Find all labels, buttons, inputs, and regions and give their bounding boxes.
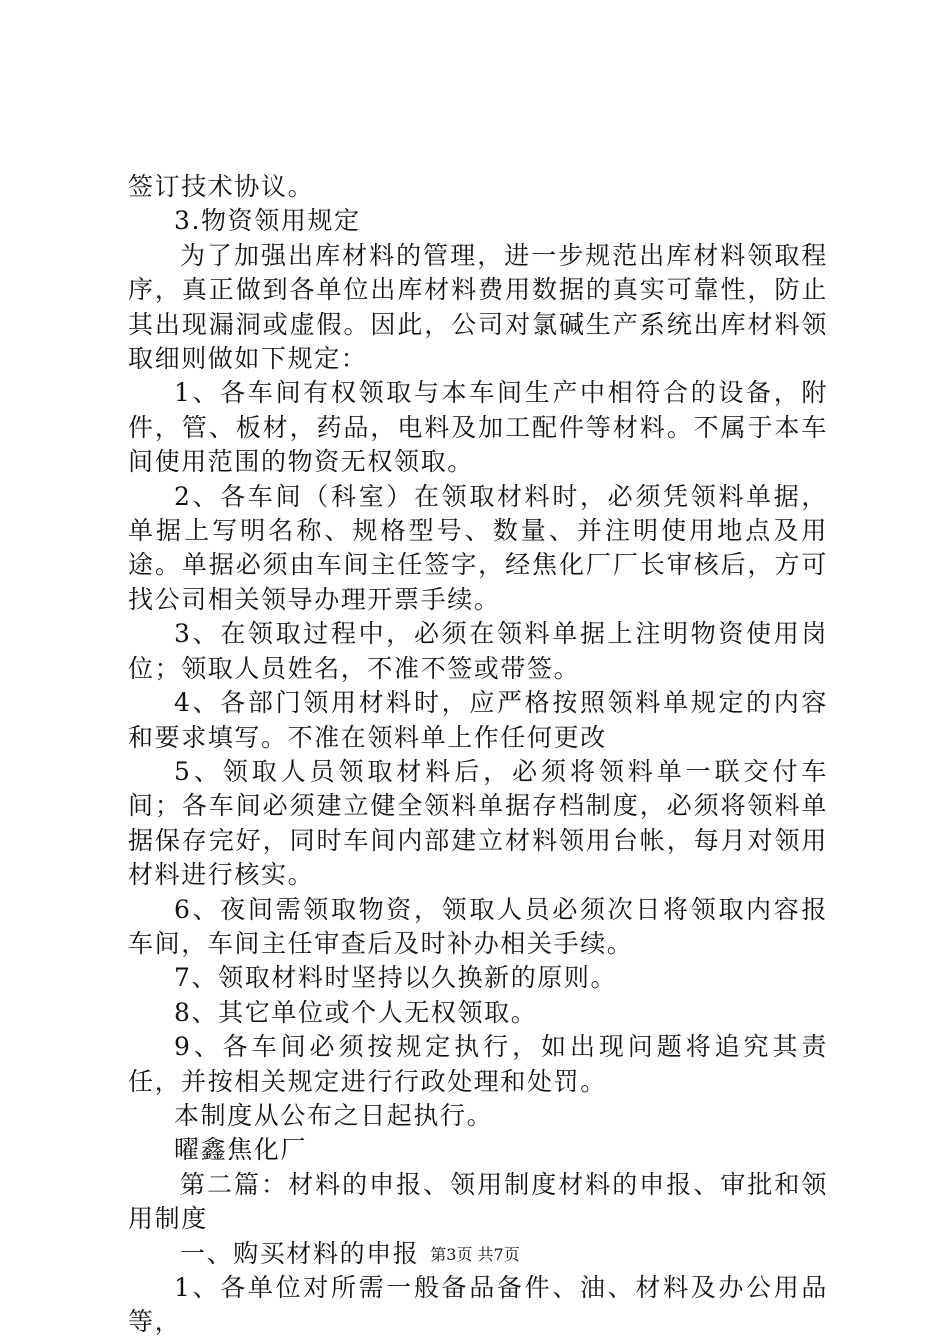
rule-item-1: 1、各车间有权领取与本车间生产中相符合的设备，附件，管、板材，药品，电料及加工配件等材料。不属于本车间使用范围的物资无权领取。 <box>128 378 828 477</box>
section-heading-purchase-application: 一、购买材料的申报 <box>180 1238 420 1268</box>
paragraph-continuation: 签订技术协议。 <box>128 172 315 201</box>
issuer-name: 曜鑫焦化厂 <box>174 1135 308 1165</box>
rule-item-7: 7、领取材料时坚持以久换新的原则。 <box>174 963 618 993</box>
rule-item-2: 2、各车间（科室）在领取材料时，必须凭领料单据，单据上写明名称、规格型号、数量、并注明使用地点及用途。单据必须由车间主任签字，经焦化厂厂长审核后，方可找公司相关领导办理开票手续。 <box>128 481 828 614</box>
document-body <box>128 170 828 1340</box>
chapter-two-title: 第二篇：材料的申报、领用制度材料的申报、审批和领用制度 <box>128 1169 828 1234</box>
page-number-footer: 第3页 共7页 <box>430 1245 520 1264</box>
rule-item-5: 5、领取人员领取材料后，必须将领料单一联交付车间；各车间必须建立健全领料单据存档制度，必须将领料单据保存完好，同时车间内部建立材料领用台帐，每月对领用材料进行核实。 <box>128 756 828 890</box>
rule-item-3: 3、在领取过程中，必须在领料单据上注明物资使用岗位；领取人员姓名，不准不签或带签。 <box>128 619 828 683</box>
rule-item-8: 8、其它单位或个人无权领取。 <box>174 997 538 1027</box>
rule-item-4: 4、各部门领用材料时，应严格按照领料单规定的内容和要求填写。不准在领料单上作任何更改 <box>128 688 828 752</box>
section-heading-material-rules: 3.物资领用规定 <box>174 206 361 236</box>
effective-statement: 本制度从公布之日起执行。 <box>174 1100 494 1130</box>
paragraph-intro: 为了加强出库材料的管理，进一步规范出库材料领取程序，真正做到各单位出库材料费用数据的真实可靠性，防止其出现漏洞或虚假。因此，公司对氯碱生产系统出库材料领取细则做如下规定： <box>128 240 828 374</box>
purchase-item-1: 1、各单位对所需一般备品备件、油、材料及办公用品等， <box>128 1273 828 1337</box>
rule-item-6: 6、夜间需领取物资，领取人员必须次日将领取内容报车间，车间主任审查后及时补办相关手续。 <box>128 894 828 958</box>
rule-item-9: 9、各车间必须按规定执行，如出现问题将追究其责任，并按相关规定进行行政处理和处罚。 <box>128 1032 828 1096</box>
